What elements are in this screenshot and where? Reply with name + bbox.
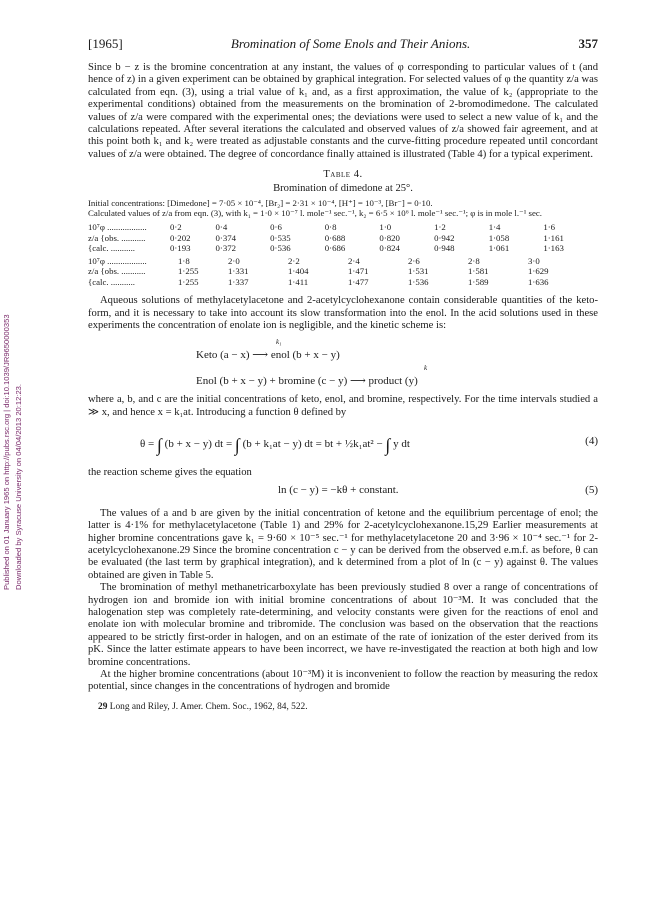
table-cell: 1·331 [228,266,249,277]
table-phi-row [88,222,598,233]
table-obs-row [88,266,598,277]
table-cell: 1·629 [528,266,549,277]
table-caption [88,168,598,196]
table-cell: 2·8 [468,255,480,266]
footnote-text: Long and Riley, J. Amer. Chem. Soc., 1962, 84, 522. [109,701,308,712]
kinetic-scheme [88,338,598,390]
table-cell: 0·374 [215,232,237,243]
table-cell: 1·8 [178,255,190,266]
paragraph: Since b − z is the bromine concentration at any instant, the values of φ corresponding to particular values of t (and hence of z) in a given experiment can be obtained by graphical integration. For selected values of φ the quantity z/a was calculated from eqn. (3), using a trial value of k₁ and, as a first approximation, the value of k₂ (appropriate to the experimental conditions) obtained from the measurements on the bromination of 2-bromodimedone. The calculated values of z/a were compared with the experimental ones; the deviations were used to select a new value of k₁ and the calculations repeated. After several iterations the calculated and observed values of z/a showed fair agreement, and at this point both k₁ and k₂ were treated as adjustable constants and the curve-fitting procedure repeated until concordant values of z/a were obtained. The degree of concordance finally attained is illustrated (Table 4) for a typical experiment. [88,62,598,160]
equation-number: (5) [585,483,598,496]
table-cell: 0·202 [169,232,191,243]
table-cell: 1·255 [178,266,199,277]
paragraph: At the higher bromine concentrations (about 10⁻³M) it is inconvenient to follow the reaction by measuring the redox potential, since changes in the concentrations of hydrogen and bromide [88,668,598,693]
table-cell: 1·161 [543,232,564,243]
table-row-label: {calc. ........... [88,243,135,254]
table-cell: 0·948 [434,243,455,254]
integral-sign: ∫ [234,435,240,456]
table-cell: 0·824 [379,243,400,254]
data-table [88,222,598,287]
page-content [88,36,598,712]
rate-constant-label: k [424,364,428,373]
table-note-line: Initial concentrations: [Dimedone] = 7·05 × 10⁻⁴, [Br₂] = 2·31 × 10⁻⁴, [H⁺] = 10⁻³, [Br⁻] = 0·10. [88,198,433,209]
table-cell: 0·536 [270,243,291,254]
integral-sign: ∫ [156,435,162,456]
equation-number: (4) [585,435,598,448]
paragraph: The values of a and b are given by the initial concentration of ketone and the equilibrium percentage of enol; the latter is 4·1% for methylacetylacetone (Table 1) and 29% for 2-acetylcyclohexanone.15,29 Earlier measurements at higher bromine concentrations gave k₁ = 9·60 × 10⁻⁵ sec.⁻¹ for methylacetylacetone 20 and 3·96 × 10⁻⁴ sec.⁻¹ for 2-acetylcyclohexanone.29 Since the bromine concentration c − y can be derived from the observed e.m.f. as before, θ can be evaluated (the last term by graphical integration), and k determined from a plot of ln (c − y) against θ. The values obtained are given in Table 5. [88,507,598,581]
integral-sign: ∫ [385,435,391,456]
paragraph: The bromination of methyl methanetricarboxylate has been previously studied 8 over a range of concentrations of hydrogen ion and bromide ion with initial bromine concentrations of about 10⁻³M. It was concluded that the halogenation step was completely rate-determining, and velocity constants were given for the reactions of enol and enolate ion with molecular bromine and tribromide. The conclusion was based on the observation that the reactions appeared to be strictly first-order in halogen, and on an estimate of the rate of ionization of the ester derived from its pK. Since the latter estimate appears to have been incorrect, we have re-investigated the reaction at both high and low bromine concentrations. [88,582,598,668]
table-cell: 1·0 [379,222,392,233]
table-cell: 1·163 [543,243,564,254]
paragraph: the reaction scheme gives the equation [88,467,252,479]
table-label: Table 4. [323,169,363,181]
table-calc-row [88,277,598,288]
table-cell: 1·337 [228,276,249,287]
table-cell: 0·193 [169,243,191,254]
table-cell: 1·058 [488,232,510,243]
scheme-line: Enol (b + x − y) + bromine (c − y) ⟶ product (y) [196,375,418,388]
table-cell: 3·0 [528,255,540,266]
table-cell: 1·531 [408,266,429,277]
page-number: 357 [578,36,598,51]
table-row-label: {calc. ........... [88,276,135,287]
table-cell: 2·6 [408,255,420,266]
table-cell: 0·688 [324,232,346,243]
table-cell: 1·471 [348,266,369,277]
table-cell: 0·820 [379,232,400,243]
table-row-label: z/a {obs. ........... [88,232,146,243]
table-cell: 1·2 [434,222,446,233]
table-cell: 0·535 [270,232,291,243]
table-note [88,198,598,218]
table-cell: 1·4 [488,222,501,233]
table-cell: 0·372 [215,243,237,254]
table-obs-row [88,233,598,244]
table-cell: 1·411 [288,276,309,287]
table-row-label: 10⁷φ .................. [88,222,147,233]
table-cell: 1·255 [178,276,199,287]
table-row-label: 10⁷φ .................. [88,255,147,266]
table-cell: 0·4 [215,222,228,233]
table-cell: 1·636 [528,276,549,287]
download-sidebar [2,150,26,590]
table-calc-row [88,243,598,254]
table-cell: 0·2 [169,222,182,233]
table-title: Bromination of dimedone at 25°. [273,183,413,195]
equation-body: θ = ∫ (b + x − y) dt = ∫ (b + k₁at − y) dt = bt + ½k₁at² − ∫ y dt [140,435,410,456]
table-cell: 1·061 [488,243,510,254]
table-note-line: Calculated values of z/a from eqn. (3), with k₁ = 1·0 × 10⁻⁷ l. mole⁻¹ sec.⁻¹, k₂ = 6·5 × 10⁶ l. mole⁻¹ sec.⁻¹; φ is in mole l.⁻¹ sec. [88,208,542,219]
table-cell: 2·4 [348,255,360,266]
published-notice[interactable]: Published on 01 January 1965 on http://pubs.rsc.org | doi:10.1039/JR9650000353 [2,314,11,590]
equation-body: ln (c − y) = −kθ + constant. [278,483,399,496]
table-cell: 1·589 [468,276,489,287]
equation-4 [88,423,598,463]
table-cell: 1·477 [348,276,369,287]
table-cell: 0·942 [434,232,455,243]
table-cell: 1·404 [288,266,309,277]
table-cell: 1·6 [543,222,556,233]
footnote [88,702,598,712]
equation-5 [88,484,598,502]
table-cell: 2·0 [228,255,240,266]
scheme-line: Keto (a − x) ⟶ enol (b + x − y) [196,349,340,362]
rate-constant-label: k₁ [276,338,282,347]
footnote-ref: 29 [98,701,108,712]
table-cell: 1·536 [408,276,429,287]
table-cell: 0·686 [324,243,346,254]
table-cell: 0·8 [324,222,337,233]
running-header [88,36,598,52]
paragraph: Aqueous solutions of methylacetylacetone and 2-acetylcyclohexanone contain considerable quantities of the keto-form, and it is necessary to take into account its slow transformation into the enol. In the acid solutions used in these experiments the concentration of enolate ion is negligible, and the kinetic scheme is: [88,295,598,332]
paragraph: where a, b, and c are the initial concentrations of keto, enol, and bromine, respectively. For the time intervals studied a ≫ x, and hence x = k₁at. Introducing a function θ defined by [88,394,598,418]
table-cell: 1·581 [468,266,489,277]
table-row-label: z/a {obs. ........... [88,266,146,277]
downloaded-notice: Downloaded by Syracuse University on 04/04/2013 20:12:23. [14,383,23,590]
table-phi-row [88,256,598,267]
header-year: [1965] [88,36,123,51]
header-title: Bromination of Some Enols and Their Anions. [230,36,471,51]
table-cell: 2·2 [288,255,300,266]
table-cell: 0·6 [270,222,282,233]
